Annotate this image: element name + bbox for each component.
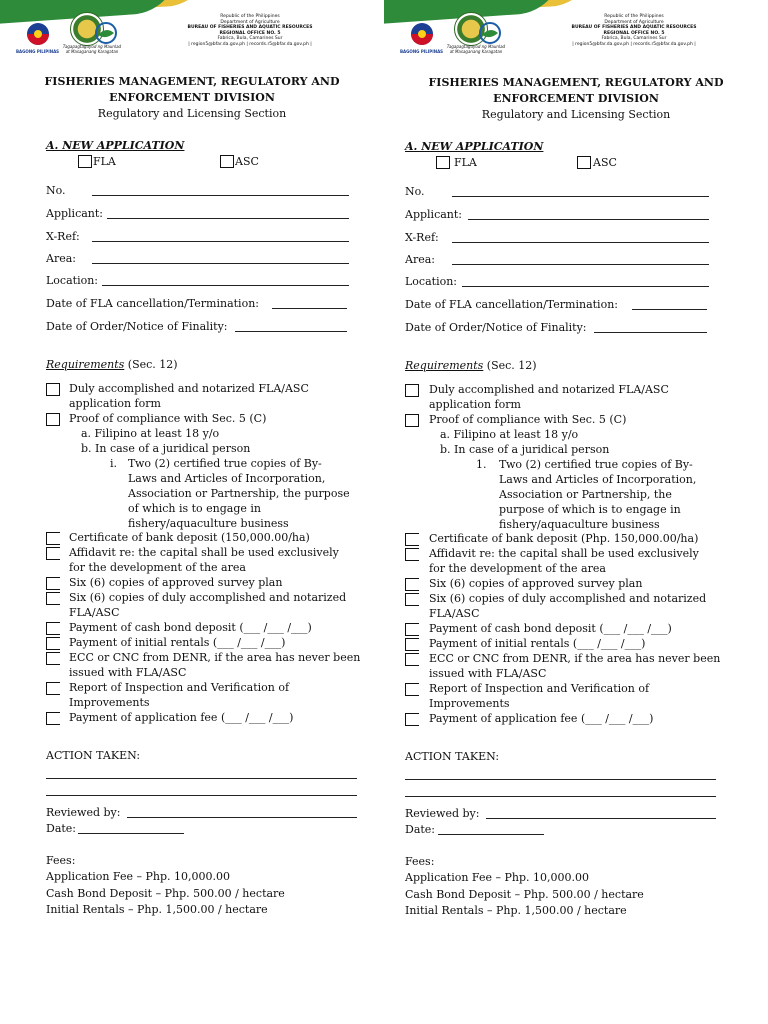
req-checkbox-1[interactable] — [405, 384, 419, 397]
req-2b-marker: 1. — [476, 458, 487, 471]
req-6-line2: FLA/ASC — [69, 606, 120, 619]
date-label: Date: — [405, 823, 436, 836]
req-checkbox-11[interactable] — [405, 713, 419, 726]
email-text: | region5@bfar.da.gov.ph | records.r5@bfar.da.gov.ph | — [572, 41, 696, 47]
bagong-pilipinas-logo — [18, 22, 58, 48]
no-label: No. — [405, 185, 425, 198]
req-4-line2: for the development of the area — [69, 561, 246, 574]
req-9 — [429, 651, 720, 681]
req-2a: a. Filipino at least 18 y/o — [81, 427, 220, 440]
tagline: Tagapagtaguyod ng Maunlad at Masaganang Karagatan — [62, 44, 122, 54]
office-text: REGIONAL OFFICE NO. 5 — [219, 30, 281, 36]
req-11: Payment of application fee (___ /___ /___) — [69, 711, 294, 724]
req-6-line2: FLA/ASC — [429, 607, 480, 620]
req-2b: b. In case of a juridical person — [440, 443, 610, 456]
fee-application: Application Fee – Php. 10,000.00 — [46, 870, 230, 883]
order-label: Date of Order/Notice of Finality: — [405, 321, 587, 334]
new-application-heading: A. NEW APPLICATION — [405, 140, 544, 153]
cancellation-label: Date of FLA cancellation/Termination: — [405, 298, 618, 311]
email-text: | region5@bfar.da.gov.ph | records.r5@bfar.da.gov.ph | — [188, 41, 312, 47]
header-banner — [0, 0, 384, 62]
asc-checkbox[interactable] — [220, 155, 234, 168]
fla-label: FLA — [454, 156, 477, 169]
req-2b-i-line1: Two (2) certified true copies of By- — [499, 458, 693, 471]
req-2b-i-line4: of which is to engage in — [128, 502, 261, 515]
location-field[interactable] — [102, 285, 349, 286]
division-title-line1: FISHERIES MANAGEMENT, REGULATORY AND — [428, 76, 724, 89]
req-3: Certificate of bank deposit (150,000.00/ha) — [69, 531, 310, 544]
req-checkbox-9[interactable] — [46, 652, 60, 665]
req-10-line2: Improvements — [429, 697, 510, 710]
applicant-field[interactable] — [107, 218, 349, 219]
req-checkbox-5[interactable] — [405, 578, 419, 591]
division-title-line2: ENFORCEMENT DIVISION — [493, 92, 659, 105]
xref-field[interactable] — [92, 241, 349, 242]
requirements-heading — [405, 358, 537, 373]
address-text: Fabrica, Bula, Camarines Sur — [217, 36, 283, 42]
req-10 — [429, 681, 649, 711]
applicant-field[interactable] — [468, 219, 709, 220]
division-title-line2: ENFORCEMENT DIVISION — [109, 91, 275, 104]
req-7: Payment of cash bond deposit (___ /___ /___) — [429, 622, 672, 635]
req-checkbox-3[interactable] — [405, 533, 419, 546]
req-checkbox-8[interactable] — [405, 638, 419, 651]
req-9-line1: ECC or CNC from DENR, if the area has never been — [429, 652, 721, 665]
req-4-line1: Affidavit re: the capital shall be used exclusively — [69, 546, 339, 559]
req-4-line1: Affidavit re: the capital shall be used exclusively — [429, 547, 699, 560]
reviewed-by-label: Reviewed by: — [46, 806, 121, 819]
req-9-line2: issued with FLA/ASC — [69, 666, 187, 679]
fee-rentals: Initial Rentals – Php. 1,500.00 / hectare — [46, 903, 268, 916]
req-2b-marker: i. — [110, 457, 118, 470]
req-checkbox-7[interactable] — [405, 623, 419, 636]
action-line-1[interactable] — [46, 778, 357, 779]
bureau-text: BUREAU OF FISHERIES AND AQUATIC RESOURCES — [187, 25, 313, 31]
xref-label: X-Ref: — [405, 231, 439, 244]
fees-label: Fees: — [46, 854, 76, 867]
fee-application: Application Fee – Php. 10,000.00 — [405, 871, 589, 884]
action-line-2[interactable] — [405, 796, 716, 797]
req-4 — [429, 546, 699, 576]
order-field[interactable] — [235, 331, 347, 332]
req-checkbox-8[interactable] — [46, 637, 60, 650]
reviewed-by-field[interactable] — [127, 817, 357, 818]
cancellation-field[interactable] — [632, 309, 707, 310]
area-field[interactable] — [452, 264, 709, 265]
req-1-line1: Duly accomplished and notarized FLA/ASC — [429, 383, 669, 396]
req-2b-i — [128, 456, 350, 531]
reviewed-by-label: Reviewed by: — [405, 807, 480, 820]
fla-checkbox[interactable] — [436, 156, 450, 169]
bfar-fish-logo — [92, 22, 120, 44]
req-2b-i-line2: Laws and Articles of Incorporation, — [128, 472, 326, 485]
order-field[interactable] — [594, 332, 707, 333]
cancellation-label: Date of FLA cancellation/Termination: — [46, 297, 259, 310]
republic-text: Republic of the Philippines — [604, 14, 664, 19]
req-checkbox-2[interactable] — [405, 414, 419, 427]
section-subtitle: Regulatory and Licensing Section — [97, 107, 287, 120]
no-field[interactable] — [452, 196, 709, 197]
req-3: Certificate of bank deposit (Php. 150,000.00/ha) — [429, 532, 699, 545]
req-2b-i-line3: Association or Partnership, the — [499, 488, 672, 501]
req-checkbox-2[interactable] — [46, 413, 60, 426]
req-4 — [69, 545, 339, 575]
agency-block — [514, 14, 754, 48]
requirements-label: Requirements — [46, 358, 125, 371]
req-6 — [69, 590, 346, 620]
req-2b-i — [499, 457, 696, 532]
no-field[interactable] — [92, 195, 349, 196]
req-5: Six (6) copies of approved survey plan — [429, 577, 643, 590]
req-8: Payment of initial rentals (___ /___ /___) — [69, 636, 286, 649]
department-text: Department of Agriculture — [220, 19, 280, 25]
fee-cash-bond: Cash Bond Deposit – Php. 500.00 / hectare — [46, 887, 285, 900]
action-taken-label: ACTION TAKEN: — [46, 749, 141, 762]
req-2b-i-line2: Laws and Articles of Incorporation, — [499, 473, 697, 486]
req-9-line1: ECC or CNC from DENR, if the area has never been — [69, 651, 361, 664]
tagline: Tagapagtaguyod ng Maunlad at Masaganang Karagatan — [446, 44, 506, 54]
req-2a: a. Filipino at least 18 y/o — [440, 428, 579, 441]
req-11: Payment of application fee (___ /___ /___) — [429, 712, 654, 725]
req-1-line2: application form — [69, 397, 161, 410]
agency-block — [130, 14, 370, 48]
fee-cash-bond: Cash Bond Deposit – Php. 500.00 / hectare — [405, 888, 644, 901]
no-label: No. — [46, 184, 66, 197]
req-checkbox-6[interactable] — [405, 593, 419, 606]
action-line-2[interactable] — [46, 795, 357, 796]
asc-label: ASC — [235, 155, 259, 168]
bagong-pilipinas-text: BAGONG PILIPINAS — [16, 49, 60, 54]
req-2b-i-line1: Two (2) certified true copies of By- — [128, 457, 322, 470]
location-label: Location: — [46, 274, 98, 287]
req-checkbox-9[interactable] — [405, 653, 419, 666]
address-text: Fabrica, Bula, Camarines Sur — [601, 36, 667, 42]
action-taken-label: ACTION TAKEN: — [405, 750, 500, 763]
req-1 — [69, 381, 309, 411]
req-10-line1: Report of Inspection and Verification of — [429, 682, 650, 695]
req-checkbox-4[interactable] — [46, 547, 60, 560]
bureau-text: BUREAU OF FISHERIES AND AQUATIC RESOURCES — [571, 25, 697, 31]
req-checkbox-6[interactable] — [46, 592, 60, 605]
division-title-line1: FISHERIES MANAGEMENT, REGULATORY AND — [44, 75, 340, 88]
req-checkbox-10[interactable] — [46, 682, 60, 695]
req-checkbox-11[interactable] — [46, 712, 60, 725]
fee-rentals: Initial Rentals – Php. 1,500.00 / hectare — [405, 904, 627, 917]
req-1-line1: Duly accomplished and notarized FLA/ASC — [69, 382, 309, 395]
location-field[interactable] — [462, 286, 709, 287]
fla-label: FLA — [93, 155, 116, 168]
req-10 — [69, 680, 289, 710]
order-label: Date of Order/Notice of Finality: — [46, 320, 228, 333]
section-subtitle: Regulatory and Licensing Section — [481, 108, 671, 121]
applicant-label: Applicant: — [46, 207, 103, 220]
req-1 — [429, 382, 669, 412]
requirements-section: (Sec. 12) — [124, 358, 178, 371]
req-5: Six (6) copies of approved survey plan — [69, 576, 283, 589]
republic-text: Republic of the Philippines — [220, 14, 280, 19]
header-banner — [384, 0, 768, 62]
req-6 — [429, 591, 706, 621]
xref-field[interactable] — [452, 242, 709, 243]
req-6-line1: Six (6) copies of duly accomplished and notarized — [69, 591, 347, 604]
req-6-line1: Six (6) copies of duly accomplished and notarized — [429, 592, 707, 605]
action-line-1[interactable] — [405, 779, 716, 780]
req-checkbox-3[interactable] — [46, 532, 60, 545]
right-form — [384, 0, 768, 1024]
requirements-section: (Sec. 12) — [483, 359, 537, 372]
area-label: Area: — [46, 252, 76, 265]
req-8: Payment of initial rentals (___ /___ /___) — [429, 637, 646, 650]
area-label: Area: — [405, 253, 435, 266]
date-field[interactable] — [438, 834, 544, 835]
bagong-pilipinas-logo — [402, 22, 442, 48]
department-text: Department of Agriculture — [604, 19, 664, 25]
location-label: Location: — [405, 275, 457, 288]
req-2b-i-line4: purpose of which is to engage in — [499, 503, 681, 516]
office-text: REGIONAL OFFICE NO. 5 — [603, 30, 665, 36]
req-2: Proof of compliance with Sec. 5 (C) — [429, 413, 627, 426]
req-4-line2: for the development of the area — [429, 562, 606, 575]
req-7: Payment of cash bond deposit (___ /___ /___) — [69, 621, 312, 634]
bfar-fish-logo — [476, 22, 504, 44]
requirements-heading — [46, 357, 178, 372]
fla-checkbox[interactable] — [78, 155, 92, 168]
req-10-line2: Improvements — [69, 696, 150, 709]
fees-label: Fees: — [405, 855, 435, 868]
asc-checkbox[interactable] — [577, 156, 591, 169]
req-2b-i-line5: fishery/aquaculture business — [499, 518, 660, 531]
req-2b-i-line5: fishery/aquaculture business — [128, 517, 289, 530]
req-1-line2: application form — [429, 398, 521, 411]
asc-label: ASC — [593, 156, 617, 169]
req-checkbox-5[interactable] — [46, 577, 60, 590]
area-field[interactable] — [92, 263, 349, 264]
req-checkbox-4[interactable] — [405, 548, 419, 561]
requirements-label: Requirements — [405, 359, 484, 372]
xref-label: X-Ref: — [46, 230, 80, 243]
req-checkbox-10[interactable] — [405, 683, 419, 696]
req-checkbox-7[interactable] — [46, 622, 60, 635]
reviewed-by-field[interactable] — [486, 818, 716, 819]
new-application-heading: A. NEW APPLICATION — [46, 139, 185, 152]
date-label: Date: — [46, 822, 77, 835]
req-9 — [69, 650, 360, 680]
req-10-line1: Report of Inspection and Verification of — [69, 681, 290, 694]
cancellation-field[interactable] — [272, 308, 347, 309]
req-checkbox-1[interactable] — [46, 383, 60, 396]
req-2b: b. In case of a juridical person — [81, 442, 251, 455]
applicant-label: Applicant: — [405, 208, 462, 221]
req-9-line2: issued with FLA/ASC — [429, 667, 547, 680]
date-field[interactable] — [78, 833, 184, 834]
req-2b-i-line3: Association or Partnership, the purpose — [128, 487, 350, 500]
req-2: Proof of compliance with Sec. 5 (C) — [69, 412, 267, 425]
bagong-pilipinas-text: BAGONG PILIPINAS — [400, 49, 444, 54]
